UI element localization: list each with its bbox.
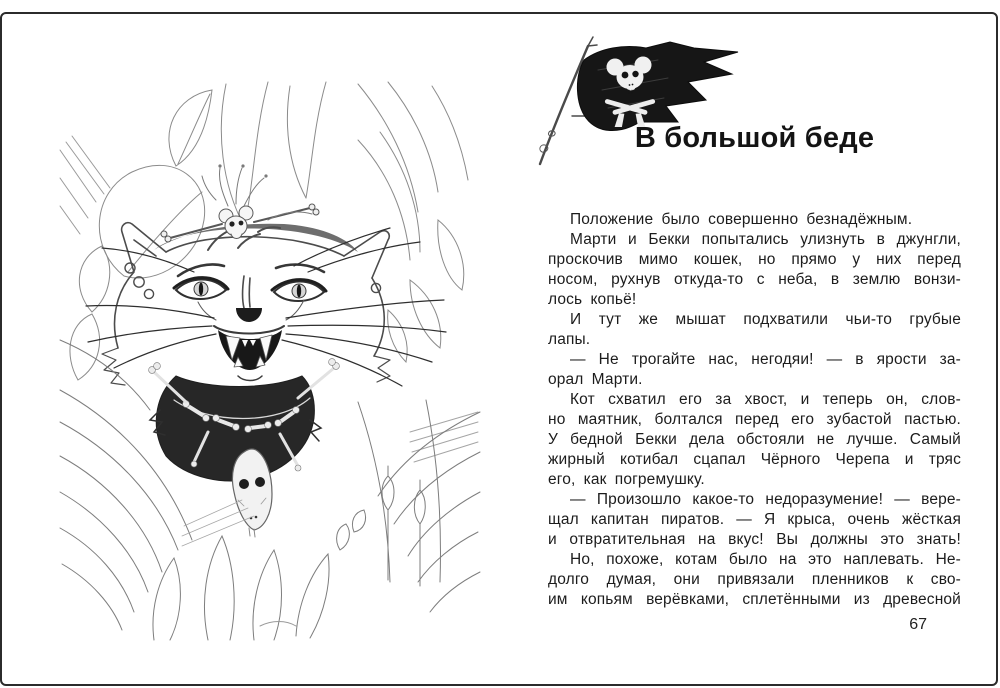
jungle-cat-sketch-icon — [58, 80, 482, 642]
page-number: 67 — [909, 616, 927, 633]
text-line: орал Марти. — [548, 371, 643, 388]
text-line: щал капитан пиратов. — Я крыса, очень жёсткая — [548, 511, 961, 528]
text-column — [548, 210, 961, 610]
text-line: носом, рухнув откуда-то с неба, в землю вонзи- — [548, 271, 961, 288]
text-line: и отвратительная на вкус! Вы должны это знать! — [548, 531, 961, 548]
text-line: лось копьё! — [548, 291, 637, 308]
text-line: Но, похоже, котам было на это наплевать. Не- — [570, 551, 961, 568]
text-line: — Произошло какое-то недоразумение! — вере- — [570, 491, 961, 508]
text-line: Положение было совершенно безнадёжным. — [570, 211, 913, 228]
text-line: — Не трогайте нас, негодяи! — в ярости за- — [570, 351, 961, 368]
text-line: его, как погремушку. — [548, 471, 705, 488]
text-line: лапы. — [548, 331, 591, 348]
text-line: им копьям верёвками, сплетёнными из древесной — [548, 591, 961, 608]
text-line: проскочив мимо кошек, но прямо у них перед — [548, 251, 961, 268]
text-line: И тут же мышат подхватили чьи-то грубые — [570, 311, 961, 328]
text-line: долго думая, они привязали пленников к сво- — [548, 571, 961, 588]
jungle-cat-illustration — [58, 80, 482, 642]
text-line: Кот схватил его за хвост, и теперь он, слов- — [570, 391, 961, 408]
chapter-title: В большой беде — [634, 122, 875, 154]
text-line: жирный котибал сцапал Чёрного Черепа и тряс — [548, 451, 961, 468]
text-line: Марти и Бекки попытались улизнуть в джунгли, — [570, 231, 961, 248]
text-line: но маятник, болтался перед его зубастой пастью. — [548, 411, 961, 428]
text-line: У бедной Бекки дела обстояли не лучше. Самый — [548, 431, 961, 448]
